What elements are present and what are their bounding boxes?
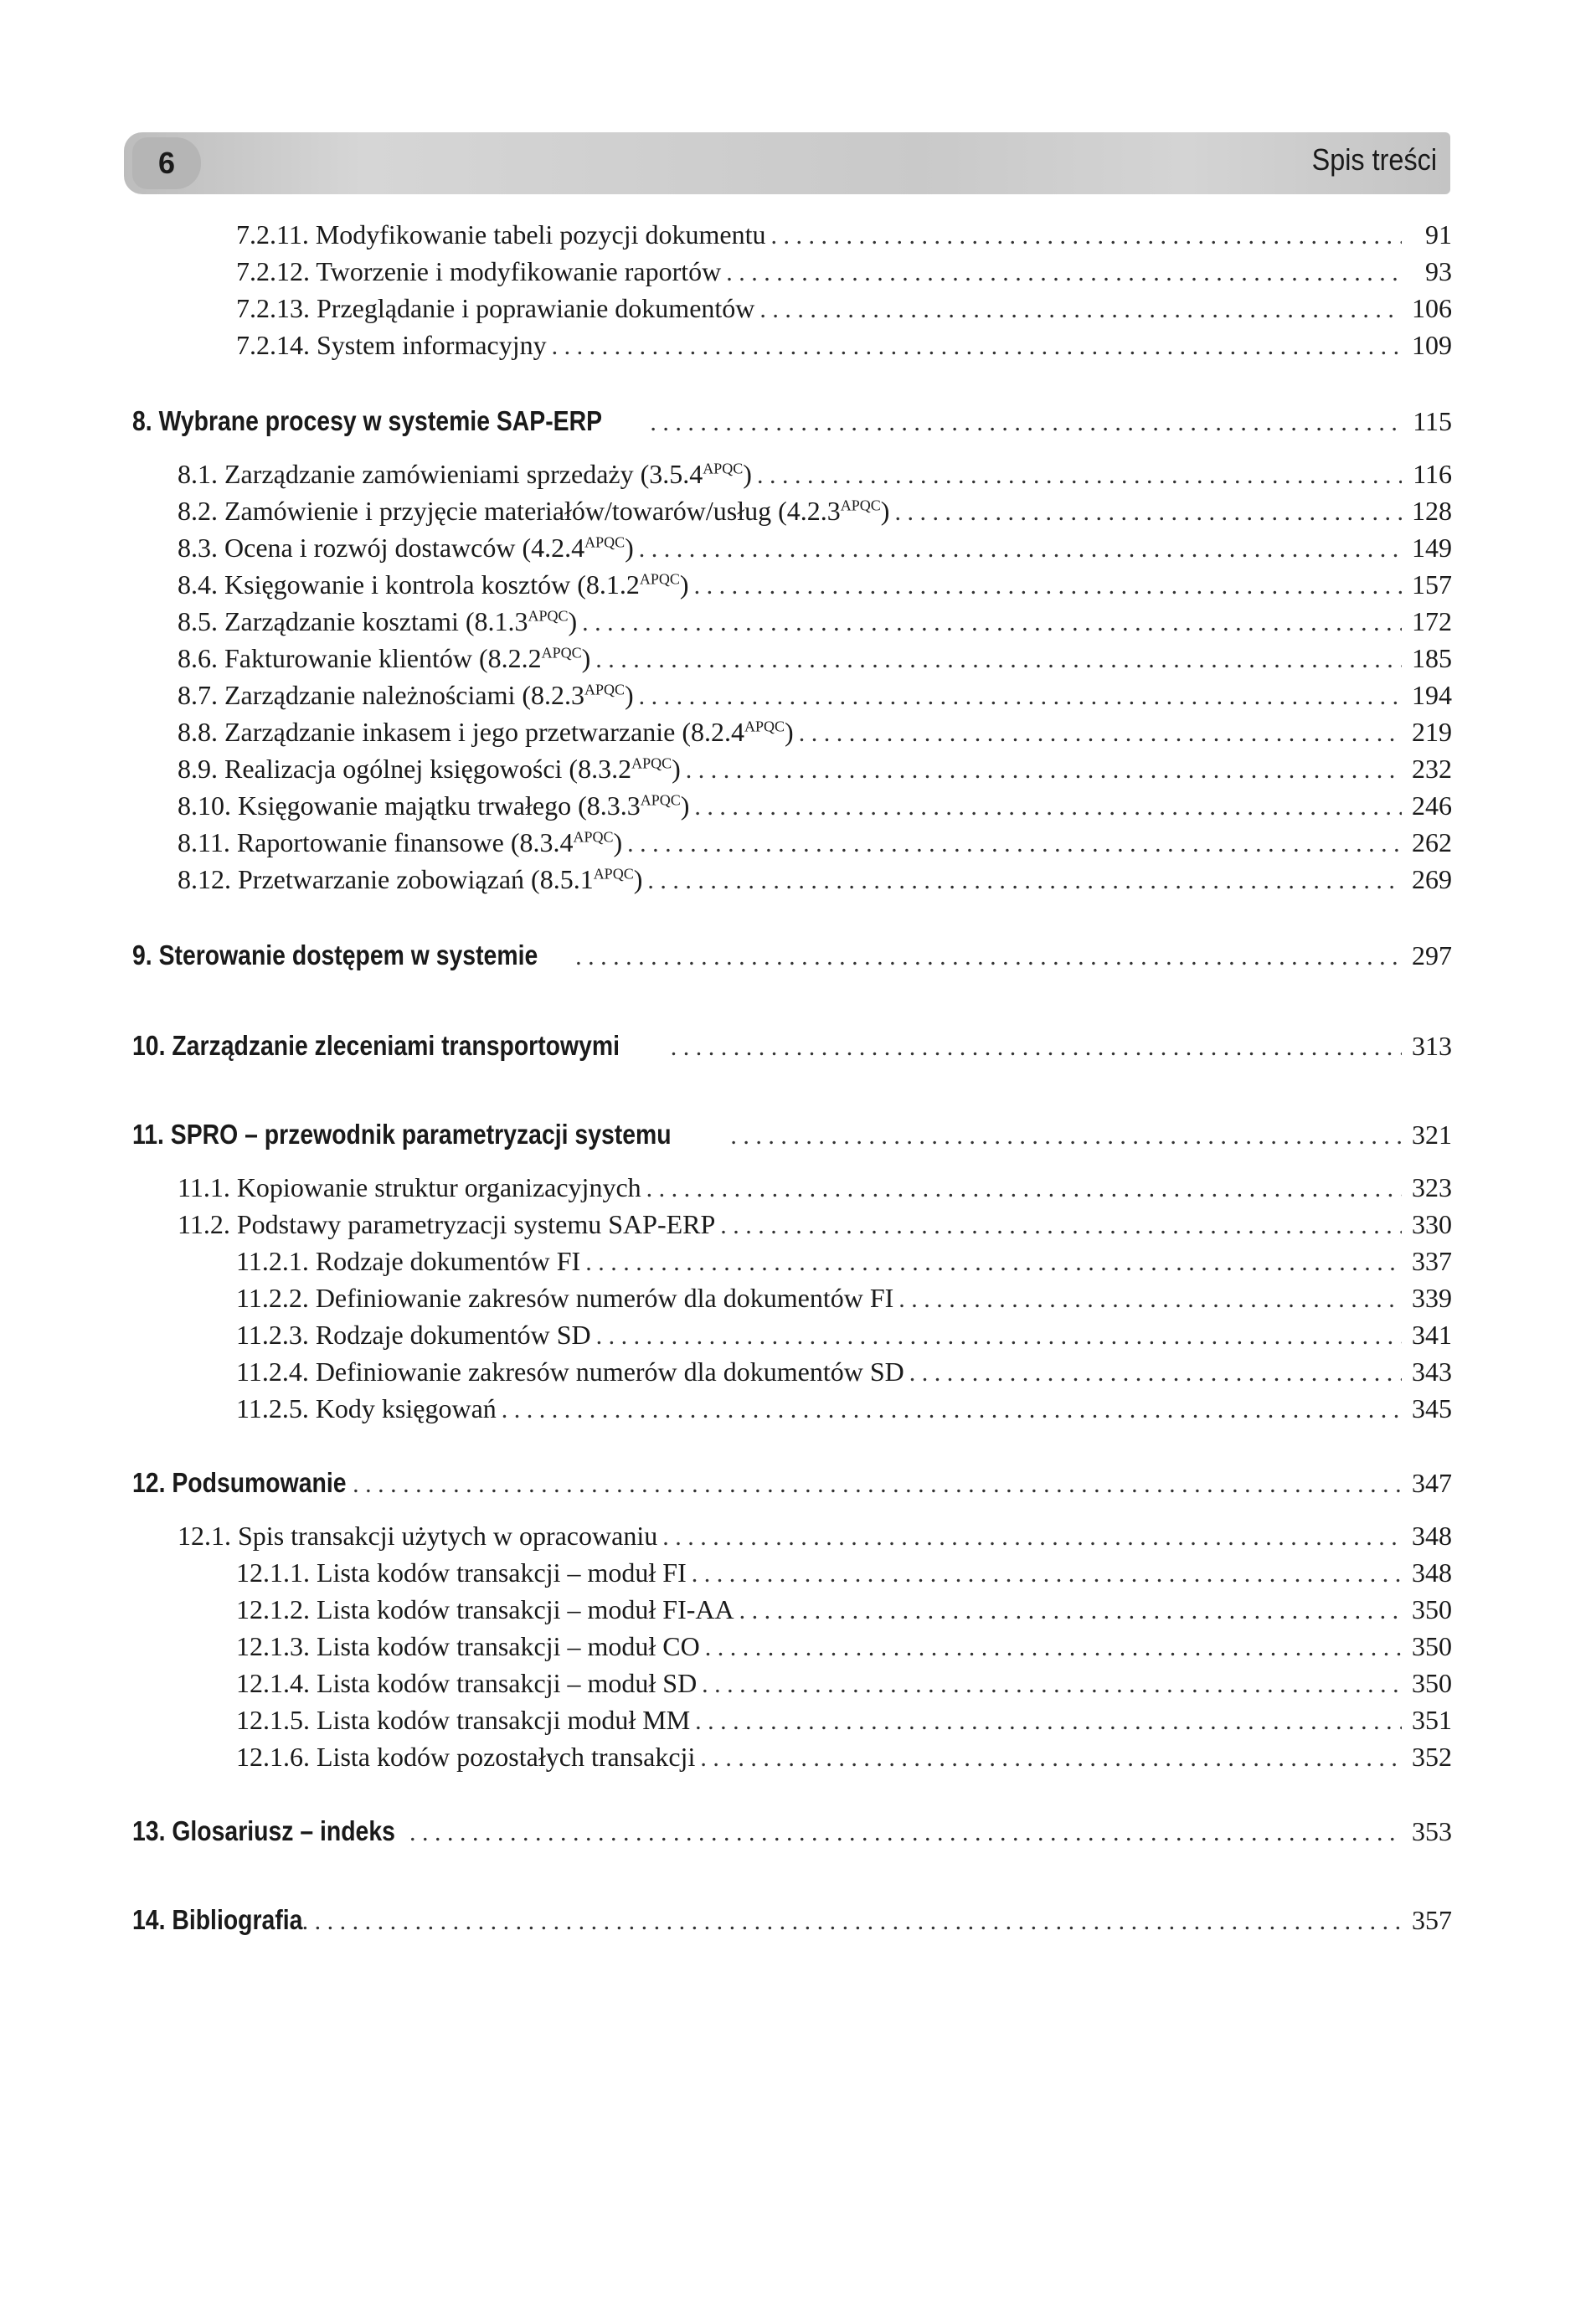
toc-entry[interactable] bbox=[178, 1209, 1452, 1240]
entry-title: System informacyjny bbox=[317, 330, 547, 360]
chapter-number: 9. bbox=[132, 939, 152, 970]
dot-leader bbox=[646, 1175, 1402, 1203]
entry-page: 185 bbox=[1412, 643, 1452, 673]
apqc-superscript: APQC bbox=[541, 644, 582, 661]
entry-title: Zarządzanie należnościami (8.2.3 bbox=[224, 680, 584, 710]
dot-leader bbox=[650, 409, 1402, 437]
dot-leader bbox=[739, 1597, 1402, 1625]
entry-page: 343 bbox=[1412, 1356, 1452, 1387]
entry-number: 8.1. bbox=[178, 459, 218, 489]
entry-title: Rodzaje dokumentów FI bbox=[315, 1246, 581, 1276]
apqc-superscript: APQC bbox=[639, 570, 680, 588]
entry-page: 157 bbox=[1412, 569, 1452, 600]
apqc-superscript: APQC bbox=[593, 865, 634, 883]
dot-leader bbox=[302, 1907, 1402, 1936]
toc-entry[interactable] bbox=[236, 1246, 1452, 1277]
chapter-number: 8. bbox=[132, 405, 152, 436]
dot-leader bbox=[639, 682, 1402, 711]
entry-title: Fakturowanie klientów (8.2.2 bbox=[224, 643, 542, 673]
toc-entry[interactable]: 8.11. Raportowanie finansowe $(8.3.4^{APQC})$ . . . 262 bbox=[178, 827, 1452, 858]
apqc-superscript: APQC bbox=[631, 754, 672, 772]
entry-page: 330 bbox=[1412, 1209, 1452, 1239]
entry-number: 12.1.5. bbox=[236, 1705, 310, 1735]
entry-page: 345 bbox=[1412, 1393, 1452, 1423]
toc-entry[interactable] bbox=[236, 1283, 1452, 1314]
toc-entry[interactable]: 8.10. Księgowanie majątku trwałego $(8.3.3^{APQC})$ . . . 246 bbox=[178, 790, 1452, 821]
toc-entry[interactable] bbox=[236, 1320, 1452, 1351]
toc-entry[interactable]: 8.4. Księgowanie i kontrola kosztów $(8.1.2^{APQC})$ . . . 157 bbox=[178, 569, 1452, 600]
toc-chapter[interactable] bbox=[132, 1815, 1452, 1847]
entry-page: 269 bbox=[1412, 864, 1452, 894]
dot-leader bbox=[692, 1560, 1402, 1588]
entry-title: Lista kodów transakcji – moduł FI bbox=[317, 1557, 687, 1588]
entry-number: 11.2.2. bbox=[236, 1283, 309, 1313]
dot-leader bbox=[695, 1707, 1402, 1736]
dot-leader bbox=[759, 296, 1402, 324]
entry-number: 8.11. bbox=[178, 827, 230, 857]
chapter-title: SPRO – przewodnik parametryzacji systemu bbox=[170, 1119, 672, 1150]
entry-number: 7.2.13. bbox=[236, 293, 310, 323]
chapter-title: Podsumowanie bbox=[172, 1467, 347, 1498]
dot-leader bbox=[552, 332, 1402, 361]
dot-leader bbox=[627, 830, 1402, 858]
entry-page: 348 bbox=[1412, 1521, 1452, 1551]
apqc-superscript: APQC bbox=[703, 460, 744, 477]
toc-entry[interactable]: 8.9. Realizacja ogólnej księgowości $(8.3.2^{APQC})$ . . . 232 bbox=[178, 754, 1452, 785]
entry-number: 7.2.14. bbox=[236, 330, 310, 360]
entry-page: 149 bbox=[1412, 533, 1452, 563]
dot-leader bbox=[757, 461, 1402, 490]
entry-title: Podstawy parametryzacji systemu SAP-ERP bbox=[236, 1209, 716, 1239]
dot-leader bbox=[694, 793, 1402, 821]
apqc-superscript: APQC bbox=[584, 681, 626, 698]
toc-chapter[interactable] bbox=[132, 1119, 1452, 1150]
toc-chapter[interactable] bbox=[132, 1030, 1452, 1062]
entry-number: 11.1. bbox=[178, 1172, 230, 1202]
entry-number: 11.2.5. bbox=[236, 1393, 309, 1423]
dot-leader bbox=[799, 719, 1402, 748]
chapter-page: 353 bbox=[1412, 1816, 1452, 1846]
toc-entry[interactable]: 8.7. Zarządzanie należnościami $(8.2.3^{APQC})$ . . . 194 bbox=[178, 680, 1452, 711]
toc-entry[interactable] bbox=[236, 293, 1452, 324]
page-number: 6 bbox=[157, 146, 176, 180]
entry-page: 93 bbox=[1425, 256, 1452, 286]
dot-leader bbox=[686, 756, 1402, 785]
entry-number: 12.1.4. bbox=[236, 1668, 310, 1698]
apqc-superscript: APQC bbox=[573, 828, 614, 846]
entry-title: Zarządzanie inkasem i jego przetwarzanie (8.2.4 bbox=[224, 717, 745, 747]
chapter-title: Sterowanie dostępem w systemie bbox=[158, 939, 538, 970]
toc-entry[interactable] bbox=[236, 1742, 1452, 1773]
entry-title: Kody księgowań bbox=[315, 1393, 497, 1423]
entry-number: 7.2.12. bbox=[236, 256, 310, 286]
toc-chapter[interactable] bbox=[132, 1467, 1452, 1499]
chapter-page: 357 bbox=[1412, 1905, 1452, 1935]
entry-number: 8.4. bbox=[178, 569, 218, 600]
toc-entry[interactable] bbox=[236, 330, 1452, 361]
toc-entry[interactable] bbox=[236, 256, 1452, 287]
dot-leader bbox=[726, 259, 1402, 287]
entry-page: 352 bbox=[1412, 1742, 1452, 1772]
apqc-superscript: APQC bbox=[640, 791, 681, 809]
entry-number: 8.6. bbox=[178, 643, 218, 673]
toc-entry[interactable] bbox=[236, 1393, 1452, 1424]
dot-leader bbox=[705, 1634, 1402, 1662]
entry-title: Lista kodów transakcji – moduł SD bbox=[317, 1668, 698, 1698]
dot-leader bbox=[639, 535, 1402, 564]
entry-title: Przeglądanie i poprawianie dokumentów bbox=[317, 293, 755, 323]
toc-chapter[interactable] bbox=[132, 405, 1452, 437]
entry-page: 172 bbox=[1412, 606, 1452, 636]
dot-leader bbox=[730, 1122, 1402, 1150]
toc-entry[interactable]: 8.2. Zamówienie i przyjęcie materiałów/towarów/usług $(4.2.3^{APQC})$ . . . 128 bbox=[178, 496, 1452, 527]
toc-entry[interactable]: 8.6. Fakturowanie klientów $(8.2.2^{APQC})$ . . . 185 bbox=[178, 643, 1452, 674]
dot-leader bbox=[582, 609, 1402, 637]
entry-title: Przetwarzanie zobowiązań (8.5.1 bbox=[238, 864, 594, 894]
entry-title: Lista kodów transakcji – moduł FI-AA bbox=[317, 1594, 734, 1624]
dot-leader bbox=[575, 943, 1402, 971]
apqc-superscript: APQC bbox=[840, 497, 881, 514]
dot-leader bbox=[700, 1744, 1402, 1773]
toc-entry[interactable]: 8.8. Zarządzanie inkasem i jego przetwarzanie $(8.2.4^{APQC})$ . . . 219 bbox=[178, 717, 1452, 748]
entry-title: Modyfikowanie tabeli pozycji dokumentu bbox=[315, 219, 766, 250]
dot-leader bbox=[585, 1248, 1402, 1277]
apqc-superscript: APQC bbox=[528, 607, 569, 625]
dot-leader bbox=[909, 1359, 1402, 1387]
toc-chapter[interactable] bbox=[132, 1904, 1452, 1936]
toc-entry[interactable]: 8.1. Zarządzanie zamówieniami sprzedaży $(3.5.4^{APQC})$ . . . 116 bbox=[178, 459, 1452, 490]
chapter-number: 10. bbox=[132, 1030, 166, 1061]
entry-page: 232 bbox=[1412, 754, 1452, 784]
apqc-superscript: APQC bbox=[584, 533, 626, 551]
entry-page: 351 bbox=[1412, 1705, 1452, 1735]
entry-title: Tworzenie i modyfikowanie raportów bbox=[316, 256, 722, 286]
toc-entry[interactable] bbox=[236, 219, 1452, 250]
header-band bbox=[124, 132, 1450, 194]
entry-number: 7.2.11. bbox=[236, 219, 309, 250]
entry-number: 8.2. bbox=[178, 496, 218, 526]
entry-title: Spis transakcji użytych w opracowaniu bbox=[238, 1521, 658, 1551]
entry-title: Lista kodów transakcji – moduł CO bbox=[317, 1631, 700, 1661]
chapter-title: Bibliografia bbox=[172, 1904, 303, 1935]
entry-number: 8.9. bbox=[178, 754, 218, 784]
entry-number: 8.7. bbox=[178, 680, 218, 710]
entry-title: Lista kodów pozostałych transakcji bbox=[317, 1742, 696, 1772]
dot-leader bbox=[502, 1396, 1402, 1424]
page-number-box bbox=[132, 137, 201, 189]
entry-page: 246 bbox=[1412, 790, 1452, 821]
chapter-title: Wybrane procesy w systemie SAP-ERP bbox=[158, 405, 603, 436]
dot-leader bbox=[671, 1033, 1402, 1062]
entry-number: 8.10. bbox=[178, 790, 231, 821]
toc-entry[interactable]: 8.3. Ocena i rozwój dostawców $(4.2.4^{APQC})$ . . . 149 bbox=[178, 533, 1452, 564]
toc-entry[interactable] bbox=[178, 1172, 1452, 1203]
dot-leader bbox=[894, 498, 1402, 527]
dot-leader bbox=[595, 646, 1402, 674]
chapter-page: 115 bbox=[1413, 406, 1452, 436]
chapter-number: 14. bbox=[132, 1904, 166, 1935]
entry-title: Kopiowanie struktur organizacyjnych bbox=[236, 1172, 641, 1202]
dot-leader bbox=[596, 1322, 1402, 1351]
entry-number: 11.2.3. bbox=[236, 1320, 309, 1350]
entry-number: 8.3. bbox=[178, 533, 218, 563]
entry-title: Rodzaje dokumentów SD bbox=[315, 1320, 591, 1350]
toc-entry[interactable]: 8.12. Przetwarzanie zobowiązań $(8.5.1^{APQC})$ . . . 269 bbox=[178, 864, 1452, 895]
toc-entry[interactable]: 8.5. Zarządzanie kosztami $(8.1.3^{APQC})$ . . . 172 bbox=[178, 606, 1452, 637]
entry-number: 8.8. bbox=[178, 717, 218, 747]
entry-title: Lista kodów transakcji moduł MM bbox=[317, 1705, 691, 1735]
entry-title: Zarządzanie zamówieniami sprzedaży (3.5.4 bbox=[224, 459, 703, 489]
entry-number: 12.1.3. bbox=[236, 1631, 310, 1661]
entry-page: 339 bbox=[1412, 1283, 1452, 1313]
entry-page: 194 bbox=[1412, 680, 1452, 710]
toc-entry[interactable] bbox=[236, 1631, 1452, 1662]
chapter-number: 11. bbox=[132, 1119, 164, 1150]
entry-title: Definiowanie zakresów numerów dla dokumentów SD bbox=[315, 1356, 904, 1387]
header-title: Spis treści bbox=[1311, 142, 1437, 177]
entry-title: Księgowanie i kontrola kosztów (8.1.2 bbox=[224, 569, 640, 600]
toc-entry[interactable] bbox=[236, 1668, 1452, 1699]
entry-title: Zarządzanie kosztami (8.1.3 bbox=[224, 606, 528, 636]
entry-number: 11.2.1. bbox=[236, 1246, 309, 1276]
apqc-superscript: APQC bbox=[744, 718, 785, 735]
entry-page: 341 bbox=[1412, 1320, 1452, 1350]
entry-page: 128 bbox=[1412, 496, 1452, 526]
toc-entry[interactable] bbox=[236, 1356, 1452, 1387]
entry-title: Raportowanie finansowe (8.3.4 bbox=[236, 827, 574, 857]
toc-chapter[interactable] bbox=[132, 939, 1452, 971]
toc-entry[interactable] bbox=[178, 1521, 1452, 1552]
dot-leader bbox=[409, 1819, 1402, 1847]
entry-number: 11.2.4. bbox=[236, 1356, 309, 1387]
chapter-page: 347 bbox=[1412, 1468, 1452, 1498]
entry-number: 8.12. bbox=[178, 864, 231, 894]
toc-entry[interactable] bbox=[236, 1594, 1452, 1625]
dot-leader bbox=[694, 572, 1402, 600]
chapter-page: 321 bbox=[1412, 1120, 1452, 1150]
entry-number: 12.1.6. bbox=[236, 1742, 310, 1772]
dot-leader bbox=[702, 1670, 1402, 1699]
entry-number: 12.1.2. bbox=[236, 1594, 310, 1624]
entry-page: 348 bbox=[1412, 1557, 1452, 1588]
entry-page: 109 bbox=[1412, 330, 1452, 360]
entry-page: 337 bbox=[1412, 1246, 1452, 1276]
entry-number: 12.1. bbox=[178, 1521, 231, 1551]
entry-page: 91 bbox=[1425, 219, 1452, 250]
chapter-number: 13. bbox=[132, 1815, 166, 1846]
entry-number: 12.1.1. bbox=[236, 1557, 310, 1588]
dot-leader bbox=[662, 1523, 1402, 1552]
entry-page: 116 bbox=[1413, 459, 1452, 489]
chapter-number: 12. bbox=[132, 1467, 166, 1498]
chapter-page: 313 bbox=[1412, 1031, 1452, 1061]
entry-title: Księgowanie majątku trwałego (8.3.3 bbox=[238, 790, 641, 821]
entry-page: 350 bbox=[1412, 1594, 1452, 1624]
dot-leader bbox=[353, 1470, 1402, 1499]
entry-page: 323 bbox=[1412, 1172, 1452, 1202]
entry-page: 106 bbox=[1412, 293, 1452, 323]
chapter-title: Zarządzanie zleceniami transportowymi bbox=[172, 1030, 620, 1061]
chapter-page: 297 bbox=[1412, 940, 1452, 970]
entry-title: Zamówienie i przyjęcie materiałów/towarów/usług (4.2.3 bbox=[224, 496, 841, 526]
dot-leader bbox=[898, 1285, 1402, 1314]
entry-title: Ocena i rozwój dostawców (4.2.4 bbox=[224, 533, 585, 563]
entry-title: Definiowanie zakresów numerów dla dokumentów FI bbox=[315, 1283, 894, 1313]
entry-page: 262 bbox=[1412, 827, 1452, 857]
entry-page: 219 bbox=[1412, 717, 1452, 747]
entry-page: 350 bbox=[1412, 1668, 1452, 1698]
toc-entry[interactable] bbox=[236, 1557, 1452, 1588]
toc-entry[interactable] bbox=[236, 1705, 1452, 1736]
dot-leader bbox=[720, 1212, 1402, 1240]
entry-page: 350 bbox=[1412, 1631, 1452, 1661]
chapter-title: Glosariusz – indeks bbox=[172, 1815, 395, 1846]
entry-title: Realizacja ogólnej księgowości (8.3.2 bbox=[224, 754, 632, 784]
entry-number: 8.5. bbox=[178, 606, 218, 636]
dot-leader bbox=[770, 222, 1402, 250]
entry-number: 11.2. bbox=[178, 1209, 230, 1239]
dot-leader bbox=[647, 867, 1402, 895]
